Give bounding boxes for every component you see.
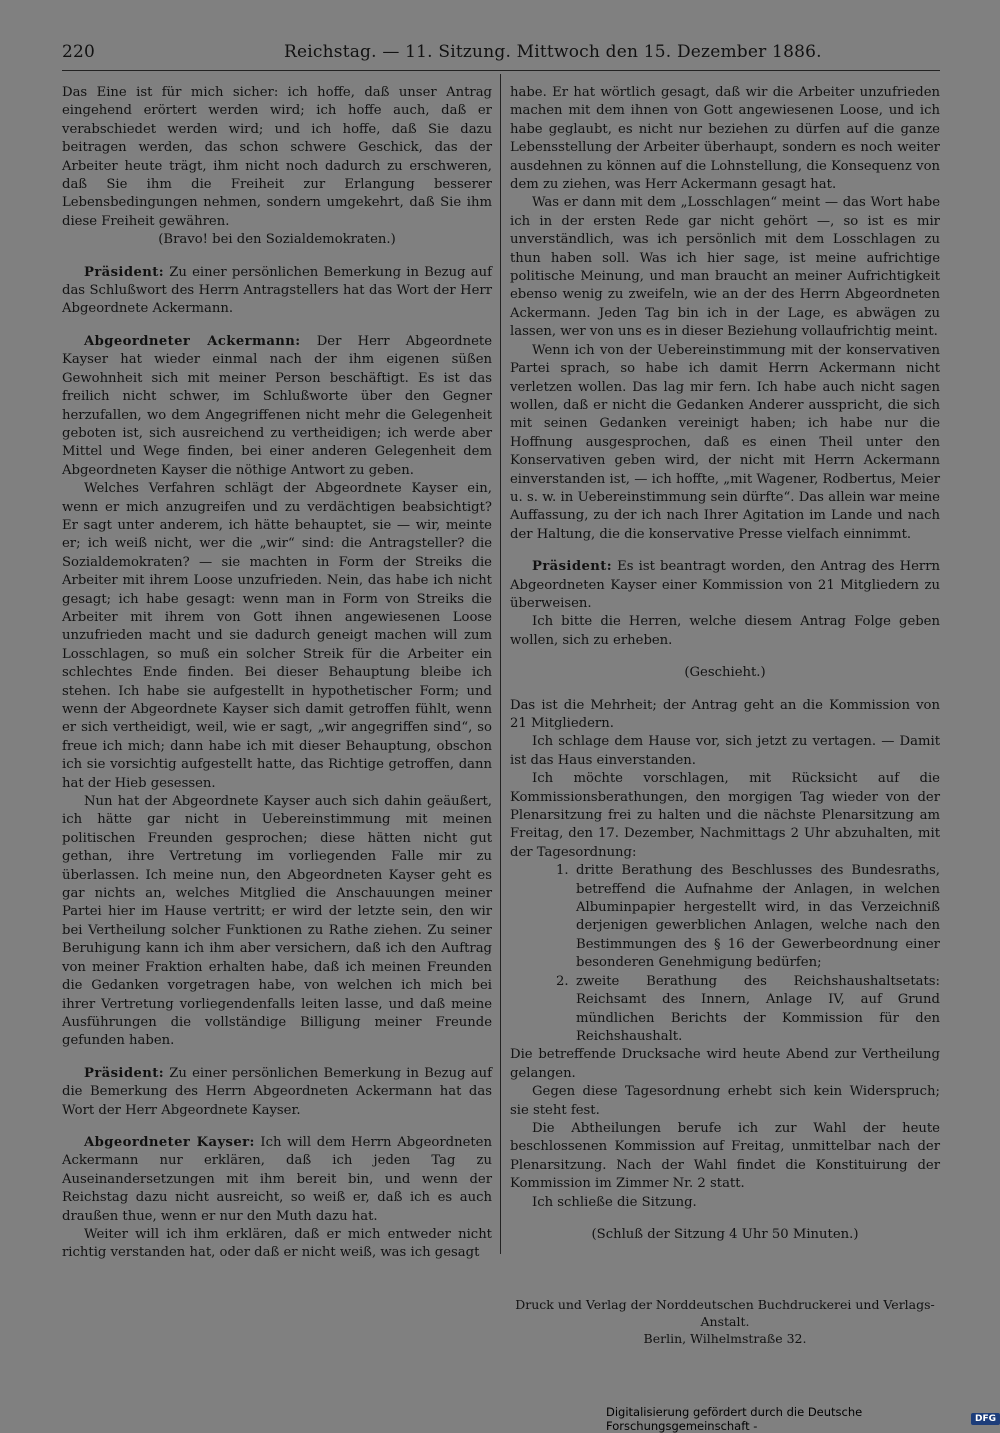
column-divider — [500, 74, 501, 1254]
paragraph: Die Abtheilungen berufe ich zur Wahl der heute beschlossenen Kommission auf Freitag, unmittelbar nach der Plenarsitzung. Nach der Wahl findet die Konstituirung der Kommission im Zimmer Nr. 2 statt. — [510, 1120, 940, 1192]
agenda-item-number: 1. — [556, 863, 569, 879]
left-column — [62, 84, 492, 1263]
page-number: 220 — [62, 42, 96, 62]
agenda-item-number: 2. — [556, 973, 569, 989]
paragraph: Ich schließe die Sitzung. — [532, 1194, 697, 1210]
agenda-list — [510, 862, 940, 1046]
paragraph: Was er dann mit dem „Losschlagen“ meint — das Wort habe ich in der ersten Rede gar nicht gehört —, so ist es mir unverständlich, was ich persönlich mit dem Losschlagen zu thun haben soll. Was ich hier sage, ist meine aufrichtige politische Meinung, und man braucht an meiner Aufrichtigkeit ebenso wenig zu zweifeln, wie an der des Herrn Abgeordneten Ackermann. Jeden Tag bin ich in der Lage, es abwägen zu lassen, wer von uns es in dieser Beziehung vollaufrichtig meint. — [510, 195, 940, 340]
paragraph: Ich schlage dem Hause vor, sich jetzt zu vertagen. — Damit ist das Haus einverstanden. — [510, 734, 940, 768]
paragraph: habe. Er hat wörtlich gesagt, daß wir die Arbeiter unzufrieden machen mit dem ihnen von Gott angewiesenen Loose, und ich habe geglaubt, es nicht nur beziehen zu dürfen auf die ganze Lebensstellung der Arbeiter überhaupt, sondern es noch weiter ausdehnen zu können auf die Lohnstellung, die Konsequenz von dem zu ziehen, was Herr Ackermann gesagt hat. — [510, 85, 940, 193]
speech-paragraph — [62, 333, 492, 480]
paragraph: Gegen diese Tagesordnung erhebt sich kein Widerspruch; sie steht fest. — [510, 1084, 940, 1118]
agenda-item-text: zweite Berathung des Reichshaushaltsetats: Reichsamt des Innern, Anlage IV, auf Grund mündlichen Berichts der Kommission für den Reichshaushalt. — [576, 973, 940, 1044]
imprint-line: Druck und Verlag der Norddeutschen Buchdruckerei und Verlags-Anstalt. — [515, 1297, 935, 1329]
page-header — [62, 42, 940, 68]
agenda-item-text: dritte Berathung des Beschlusses des Bundesraths, betreffend die Aufnahme der Anlagen, in welchen Albuminpapier hergestellt wird, in das Verzeichniß derjenigen gewerblichen Anlagen, welche nach den Bestimmungen des § 16 der Gewerbeordnung einer besonderen Genehmigung bedürfen; — [576, 863, 940, 971]
speech-paragraph — [62, 1134, 492, 1226]
speech-text: Zu einer persönlichen Bemerkung in Bezug auf das Schlußwort des Herrn Antragstellers hat das Wort der Herr Abgeordnete Ackermann. — [62, 264, 492, 317]
speech-text: Ich will dem Herrn Abgeordneten Ackermann nur erklären, daß ich jeden Tag zu Auseinandersetzungen mit ihm bereit bin, und wenn der Reichstag dazu nicht ausreicht, so weiß er, daß ich es auch draußen thue, wenn er nur den Muth dazu hat. — [62, 1134, 492, 1224]
paragraph: Wenn ich von der Uebereinstimmung mit der konservativen Partei sprach, so habe ich damit Herrn Ackermann nicht verletzen wollen. Das lag mir fern. Ich habe auch nicht sagen wollen, daß er nicht die Gedanken Anderer ausspricht, die sich mit seinen Gedanken vereinigt haben; ich habe nur die Hoffnung ausgesprochen, daß es einen Theil unter den Konservativen geben wird, der nicht mit Herrn Ackermann einverstanden ist, — ich hoffte, „mit Wagener, Rodbertus, Meier u. s. w. in Uebereinstimmung sein dürfte“. Das allein war meine Auffassung, zu der ich nach Ihrer Agitation im Lande und nach der Haltung, die die konservative Presse vielfach einnimmt. — [510, 342, 940, 542]
speaker-name: Präsident: — [84, 1065, 165, 1081]
paragraph: Welches Verfahren schlägt der Abgeordnete Kayser ein, wenn er mich anzugreifen und zu verdächtigen beabsichtigt? Er sagt unter anderem, ich hätte behauptet, sie — wir, meinte er; ich weiß nicht, wer die „wir“ sind: die Antragsteller? die Sozialdemokraten? — sie machten in Form der Streiks die Arbeiter mit ihrem Loose unzufrieden. Nein, das habe ich nicht gesagt; ich habe gesagt: wenn man in Form von Streiks die Arbeiter mit ihrem von Gott ihnen angewiesenen Loose unzufrieden macht und sie dadurch geneigt machen will zum Losschlagen, so muß ein solcher Streik für die Arbeiter ein schlechtes Ende finden. Bei dieser Behauptung bleibe ich stehen. Ich habe sie aufgestellt in hypothetischer Form; und wenn der Abgeordnete Kayser sich damit getroffen fühlt, wenn er sich vertheidigt, weil, wie er sagt, „wir angegriffen sind“, so freue ich mich; dann habe ich mit dieser Behauptung, obschon ich sie vorsichtig aufgestellt hatte, das Richtige getroffen, dann hat der Hieb gesessen. — [62, 481, 492, 791]
imprint-line: Berlin, Wilhelmstraße 32. — [643, 1331, 807, 1346]
right-column — [510, 84, 940, 1244]
reaction-note: (Geschieht.) — [684, 665, 766, 681]
header-rule — [62, 70, 940, 71]
closing-note: (Schluß der Sitzung 4 Uhr 50 Minuten.) — [591, 1226, 859, 1242]
paragraph: Ich bitte die Herren, welche diesem Antrag Folge geben wollen, sich zu erheben. — [510, 614, 940, 648]
paragraph: Weiter will ich ihm erklären, daß er mich entweder nicht richtig verstanden hat, oder daß er nicht weiß, was ich gesagt — [62, 1226, 492, 1261]
dfg-logo-icon: DFG — [971, 1413, 1000, 1425]
paragraph: Das Eine ist für mich sicher: ich hoffe, daß unser Antrag eingehend erörtert werden wird; ich hoffe auch, daß er verabschiedet werden wird; und ich hoffe, daß Sie dazu beitragen werden, das schon schwere Geschick, das der Arbeiter heute trägt, ihm nicht noch dadurch zu erschweren, daß Sie ihm die Freiheit zur Erlangung besserer Lebensbedingungen nehmen, sondern umgekehrt, daß Sie ihm diese Freiheit gewähren. — [62, 85, 492, 229]
dfg-text: Digitalisierung gefördert durch die Deutsche Forschungsgemeinschaft - — [606, 1405, 863, 1433]
paragraph: Die betreffende Drucksache wird heute Abend zur Vertheilung gelangen. — [510, 1047, 940, 1081]
paragraph: Ich möchte vorschlagen, mit Rücksicht auf die Kommissionsberathungen, den morgigen Tag wieder von der Plenarsitzung frei zu halten und die nächste Plenarsitzung am Freitag, den 17. Dezember, Nachmittags 2 Uhr abzuhalten, mit der Tagesordnung: — [510, 771, 940, 860]
speech-paragraph — [62, 1065, 492, 1120]
speech-paragraph — [510, 558, 940, 613]
agenda-item — [510, 973, 940, 1047]
speaker-name: Präsident: — [532, 559, 613, 575]
speaker-name: Präsident: — [84, 264, 165, 280]
reaction-note: (Bravo! bei den Sozialdemokraten.) — [158, 232, 396, 248]
speech-text: Es ist beantragt worden, den Antrag des Herrn Abgeordneten Kayser einer Kommission von 21 Mitgliedern zu überweisen. — [510, 559, 940, 611]
speaker-name: Abgeordneter Ackermann: — [84, 333, 301, 349]
printer-imprint — [510, 1296, 940, 1347]
paragraph: Das ist die Mehrheit; der Antrag geht an die Kommission von 21 Mitgliedern. — [510, 697, 940, 731]
running-title: Reichstag. — 11. Sitzung. Mittwoch den 15. Dezember 1886. — [284, 42, 822, 62]
speaker-name: Abgeordneter Kayser: — [84, 1134, 255, 1150]
speech-paragraph — [62, 264, 492, 319]
speech-text: Zu einer persönlichen Bemerkung in Bezug auf die Bemerkung des Herrn Abgeordneten Ackermann hat das Wort der Herr Abgeordnete Kayser. — [62, 1065, 492, 1118]
dfg-funding-note — [606, 1405, 1000, 1433]
speech-text: Der Herr Abgeordnete Kayser hat wieder einmal nach der ihm eigenen süßen Gewohnheit sich mit meiner Person beschäftigt. Es ist das freilich nicht schwer, im Schlußworte über den Gegner herzufallen, wo dem Angegriffenen nicht mehr die Gelegenheit geboten ist, sich ausreichend zu vertheidigen; ich werde aber Mittel und Wege finden, bei einer anderen Gelegenheit dem Abgeordneten Kayser die nöthige Antwort zu geben. — [62, 333, 492, 478]
agenda-item — [510, 862, 940, 972]
paragraph: Nun hat der Abgeordnete Kayser auch sich dahin geäußert, ich hätte gar nicht in Uebereinstimmung mit meinen politischen Freunden gesprochen; diese hätten nicht gut gethan, ihre Vertretung im vorliegenden Falle mir zu überlassen. Ich meine nun, den Abgeordneten Kayser geht es gar nichts an, welches Mitglied die Anschauungen meiner Partei hier im Hause vertritt; er wird der letzte sein, den wir bei Vertheilung solcher Funktionen zu Rathe ziehen. Zu seiner Beruhigung kann ich ihm aber versichern, daß ich den Auftrag von meiner Fraktion erhalten habe, daß ich meinen Freunden die Gedanken vorgetragen habe, von welchen ich mich bei ihrer Vertretung vorliegendenfalls leiten lasse, und daß meine Ausführungen die vollständige Billigung meiner Freunde gefunden haben. — [62, 794, 492, 1049]
